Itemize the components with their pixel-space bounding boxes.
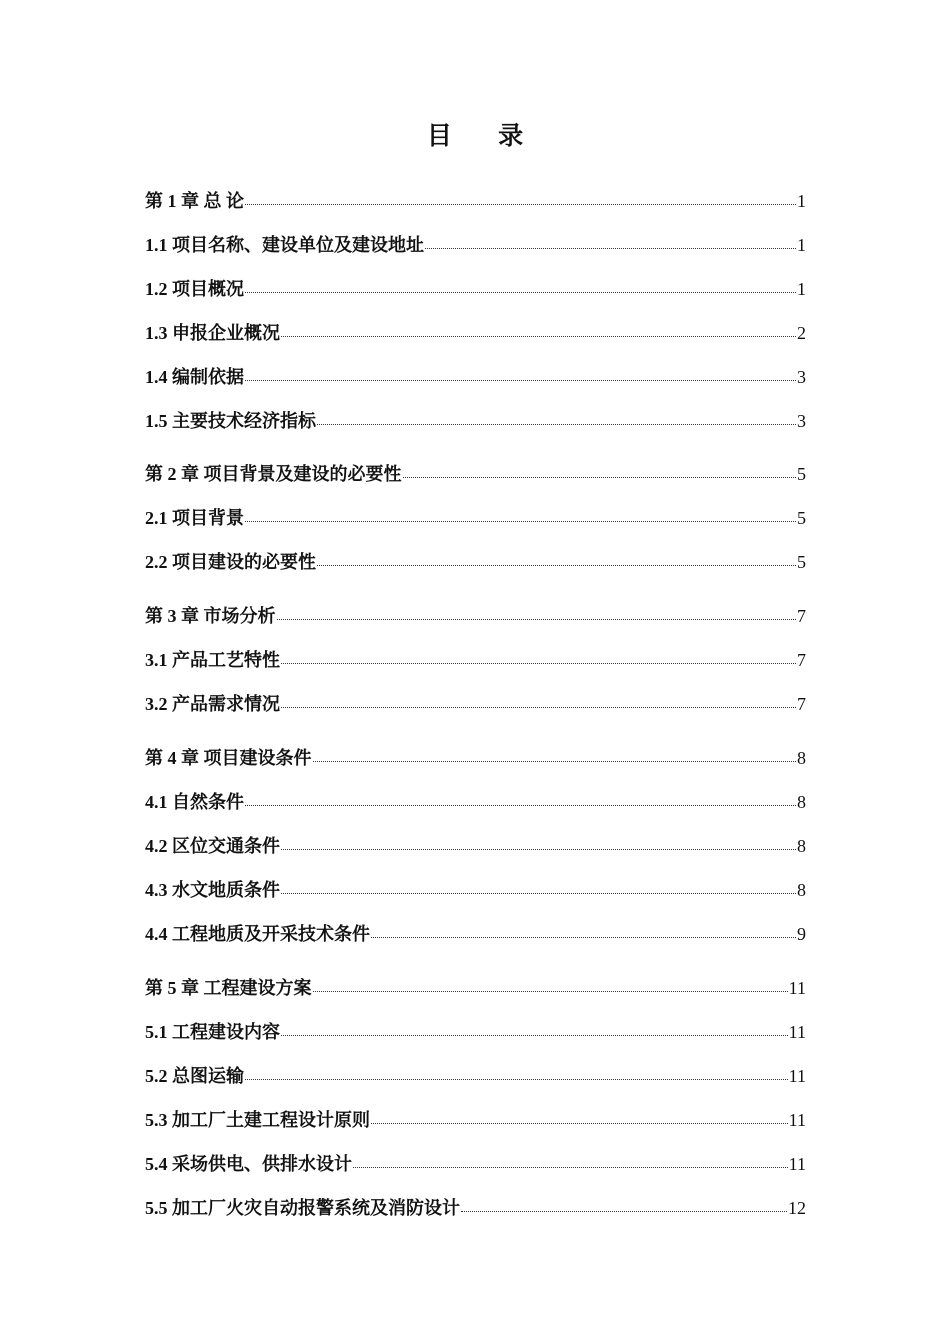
dot-leader: [281, 707, 796, 708]
dot-leader: [371, 937, 796, 938]
toc-entry-page: 12: [788, 1198, 806, 1218]
toc-entry-title: 第 5 章 工程建设方案: [145, 978, 312, 998]
toc-entry-title: 5.4 采场供电、供排水设计: [145, 1154, 352, 1174]
toc-entry-page: 8: [797, 792, 806, 812]
toc-entry-3-1[interactable]: [145, 647, 806, 673]
page-title: 目 录: [426, 123, 544, 150]
toc-entry-page: 9: [797, 924, 806, 944]
toc-entry-5-3[interactable]: [145, 1107, 806, 1133]
toc-entry-page: 5: [797, 464, 806, 484]
toc-entry-title: 第 2 章 项目背景及建设的必要性: [145, 464, 402, 484]
toc-entry-page: 8: [797, 880, 806, 900]
dot-leader: [425, 248, 796, 249]
toc-entry-chapter-2[interactable]: [145, 461, 806, 487]
toc-entry-title: 2.2 项目建设的必要性: [145, 552, 316, 572]
toc-entry-page: 11: [788, 1154, 806, 1174]
toc-entry-page: 1: [797, 279, 806, 299]
dot-leader: [245, 521, 796, 522]
toc-entry-4-2[interactable]: [145, 833, 806, 859]
toc-entry-5-1[interactable]: [145, 1019, 806, 1045]
toc-entry-5-5[interactable]: [145, 1195, 806, 1221]
toc-entry-title: 4.1 自然条件: [145, 792, 244, 812]
toc-entry-title: 第 4 章 项目建设条件: [145, 748, 312, 768]
toc-entry-page: 11: [788, 1066, 806, 1086]
toc-entry-page: 11: [788, 1110, 806, 1130]
dot-leader: [313, 761, 797, 762]
toc-entry-title: 5.5 加工厂火灾自动报警系统及消防设计: [145, 1198, 460, 1218]
toc-entry-2-1[interactable]: [145, 505, 806, 531]
toc-entry-page: 7: [797, 694, 806, 714]
dot-leader: [277, 619, 797, 620]
toc-entry-chapter-4[interactable]: [145, 745, 806, 771]
toc-entry-page: 1: [797, 191, 806, 211]
dot-leader: [281, 893, 796, 894]
toc-entry-page: 11: [788, 978, 806, 998]
toc-entry-title: 4.2 区位交通条件: [145, 836, 280, 856]
toc-entry-1-2[interactable]: [145, 276, 806, 302]
toc-entry-title: 第 3 章 市场分析: [145, 606, 276, 626]
dot-leader: [281, 663, 796, 664]
toc-entry-title: 1.5 主要技术经济指标: [145, 411, 316, 431]
dot-leader: [403, 477, 797, 478]
toc-entry-page: 2: [797, 323, 806, 343]
dot-leader: [245, 805, 796, 806]
toc-entry-1-1[interactable]: [145, 232, 806, 258]
dot-leader: [353, 1167, 788, 1168]
toc-entry-5-4[interactable]: [145, 1151, 806, 1177]
toc-entry-title: 2.1 项目背景: [145, 508, 244, 528]
toc-entry-title: 5.2 总图运输: [145, 1066, 244, 1086]
dot-leader: [317, 424, 796, 425]
toc-entry-page: 11: [788, 1022, 806, 1042]
toc-entry-page: 8: [797, 748, 806, 768]
toc-entry-1-3[interactable]: [145, 320, 806, 346]
toc-entry-4-3[interactable]: [145, 877, 806, 903]
dot-leader: [281, 1035, 788, 1036]
toc-entry-title: 3.1 产品工艺特性: [145, 650, 280, 670]
toc-entry-page: 7: [797, 606, 806, 626]
dot-leader: [317, 565, 796, 566]
toc-entry-title: 5.3 加工厂土建工程设计原则: [145, 1110, 370, 1130]
toc-entry-chapter-5[interactable]: [145, 975, 806, 1001]
toc-entry-chapter-1[interactable]: [145, 188, 806, 214]
toc-entry-title: 4.4 工程地质及开采技术条件: [145, 924, 370, 944]
toc-entry-1-4[interactable]: [145, 364, 806, 390]
dot-leader: [245, 1079, 788, 1080]
toc-entry-chapter-3[interactable]: [145, 603, 806, 629]
toc-entry-title: 1.3 申报企业概况: [145, 323, 280, 343]
toc-entry-title: 1.4 编制依据: [145, 367, 244, 387]
toc-entry-page: 7: [797, 650, 806, 670]
dot-leader: [281, 849, 796, 850]
toc-entry-3-2[interactable]: [145, 691, 806, 717]
toc-entry-title: 1.2 项目概况: [145, 279, 244, 299]
dot-leader: [281, 336, 796, 337]
toc-entry-4-4[interactable]: [145, 921, 806, 947]
dot-leader: [245, 292, 796, 293]
toc-entry-5-2[interactable]: [145, 1063, 806, 1089]
toc-entry-title: 5.1 工程建设内容: [145, 1022, 280, 1042]
toc-entry-4-1[interactable]: [145, 789, 806, 815]
toc-entry-title: 3.2 产品需求情况: [145, 694, 280, 714]
toc-entry-page: 5: [797, 508, 806, 528]
dot-leader: [245, 380, 796, 381]
toc-entry-title: 第 1 章 总 论: [145, 191, 244, 211]
toc-entry-title: 4.3 水文地质条件: [145, 880, 280, 900]
toc-entry-1-5[interactable]: [145, 408, 806, 434]
toc-entry-page: 3: [797, 411, 806, 431]
toc-entry-page: 3: [797, 367, 806, 387]
toc-entry-page: 5: [797, 552, 806, 572]
toc-entry-page: 1: [797, 235, 806, 255]
toc-entry-page: 8: [797, 836, 806, 856]
toc-entry-2-2[interactable]: [145, 549, 806, 575]
dot-leader: [371, 1123, 788, 1124]
dot-leader: [461, 1211, 787, 1212]
dot-leader: [313, 991, 788, 992]
toc-entry-title: 1.1 项目名称、建设单位及建设地址: [145, 235, 424, 255]
dot-leader: [245, 204, 796, 205]
